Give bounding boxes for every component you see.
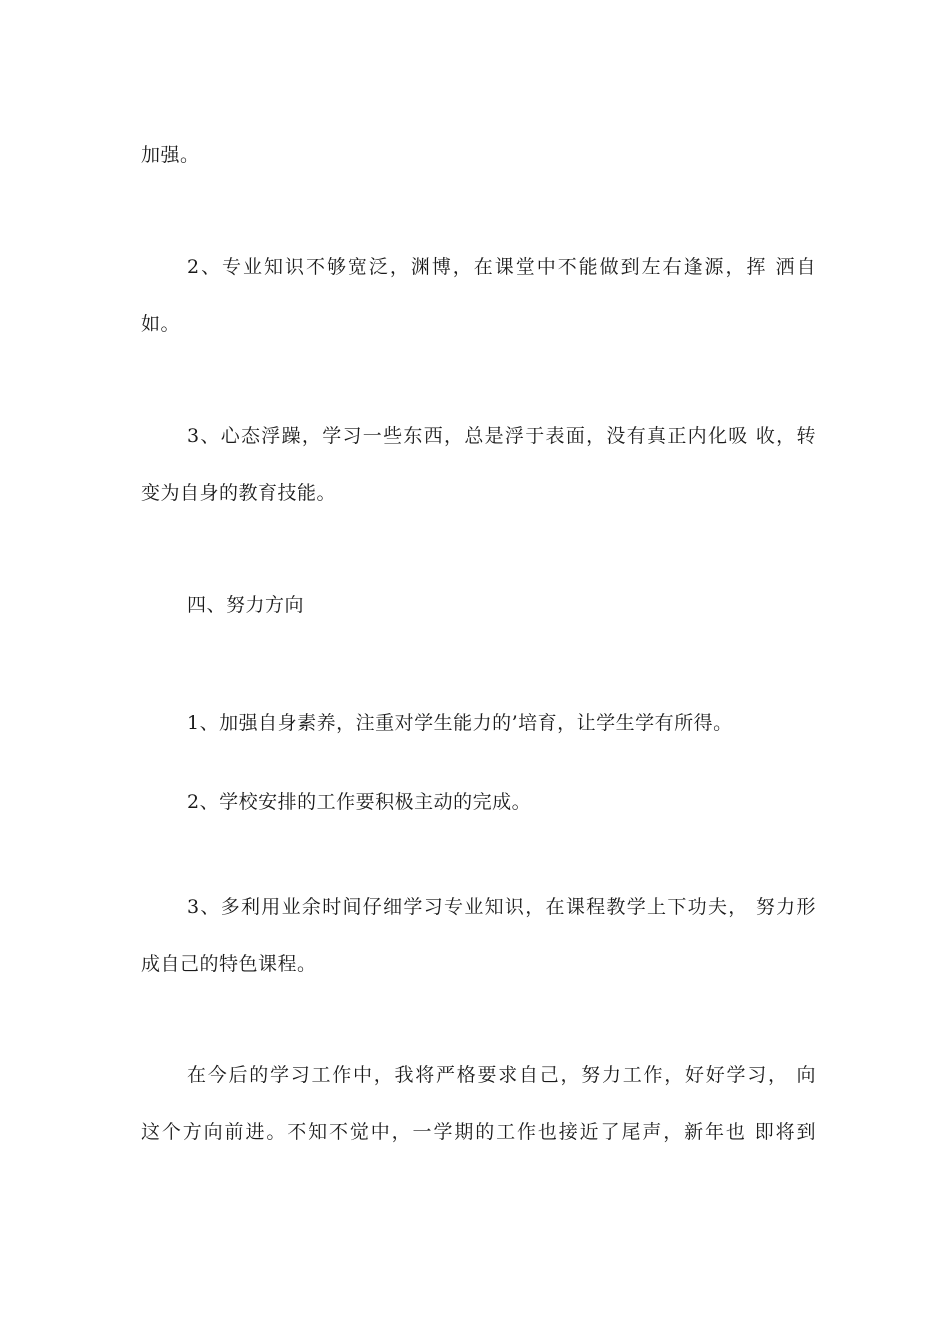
paragraph-line: 1、加强自身素养，注重对学生能力的’培育，让学生学有所得。 — [187, 712, 733, 734]
paragraph-line: 2、专业知识不够宽泛，渊博，在课堂中不能做到左右逢源，挥 洒自 — [187, 256, 816, 278]
paragraph-line: 在今后的学习工作中，我将严格要求自己，努力工作，好好学习， 向 — [187, 1064, 816, 1086]
section-heading: 四、努力方向 — [187, 594, 305, 616]
paragraph-line: 2、学校安排的工作要积极主动的完成。 — [187, 791, 532, 813]
paragraph-line: 成自己的特色课程。 — [141, 953, 317, 975]
paragraph-line: 3、心态浮躁，学习一些东西，总是浮于表面，没有真正内化吸 收，转 — [187, 425, 816, 447]
paragraph-line: 变为自身的教育技能。 — [141, 482, 337, 504]
paragraph-line: 如。 — [141, 313, 181, 335]
paragraph-line: 加强。 — [141, 144, 200, 166]
paragraph-line: 3、多利用业余时间仔细学习专业知识，在课程教学上下功夫， 努力形 — [187, 896, 816, 918]
paragraph-line: 这个方向前进。不知不觉中，一学期的工作也接近了尾声，新年也 即将到 — [141, 1121, 816, 1143]
